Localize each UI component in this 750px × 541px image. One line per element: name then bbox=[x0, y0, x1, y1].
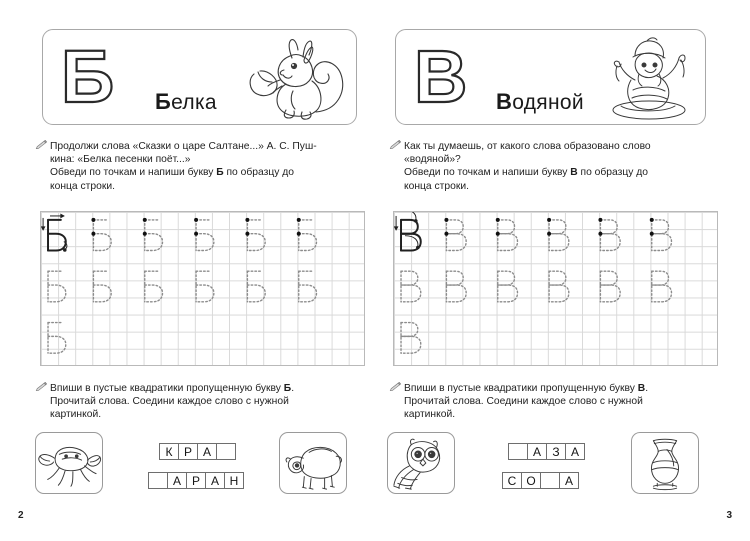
letter-cell[interactable]: О bbox=[521, 472, 541, 489]
letter-cell[interactable]: А bbox=[565, 443, 585, 460]
letter-cell[interactable]: А bbox=[197, 443, 217, 460]
letter-header-card-left bbox=[42, 29, 357, 125]
instruction-text: Впиши в пустые квадратики пропущенную букву bbox=[404, 383, 638, 394]
letter-cell[interactable]: К bbox=[159, 443, 179, 460]
page-right bbox=[375, 0, 750, 541]
instruction-text: Как ты думаешь, от какого слова образовано слово bbox=[404, 141, 651, 152]
letter-cell[interactable]: Н bbox=[224, 472, 244, 489]
instruction-text: Продолжи слова «Сказки о царе Салтане...» А. С. Пуш- bbox=[50, 141, 317, 152]
vodyanoy-illustration bbox=[595, 34, 699, 122]
instruction-line: кина: «Белка песенки поёт...» bbox=[50, 154, 191, 166]
instruction-bottom-right bbox=[389, 382, 712, 422]
pencil-icon bbox=[35, 382, 48, 392]
header-word-rest: одяной bbox=[512, 91, 584, 114]
letter-cell[interactable]: Р bbox=[178, 443, 198, 460]
word-row-vaza[interactable] bbox=[508, 443, 584, 460]
header-word-capital: Б bbox=[155, 89, 172, 114]
vase-illustration[interactable] bbox=[631, 432, 699, 494]
pencil-icon bbox=[389, 140, 402, 150]
owl-illustration[interactable] bbox=[387, 432, 455, 494]
instruction-text: Обведи по точкам и напиши букву bbox=[404, 167, 571, 179]
letter-cell-empty[interactable] bbox=[540, 472, 560, 489]
target-letter: Б bbox=[283, 383, 292, 394]
instruction-line bbox=[389, 140, 712, 153]
instruction-line bbox=[35, 382, 362, 395]
target-letter: Б bbox=[216, 167, 224, 179]
page-number-right: 3 bbox=[726, 510, 732, 521]
instruction-line bbox=[389, 382, 712, 395]
pencil-icon bbox=[389, 382, 402, 392]
target-letter: В bbox=[637, 383, 646, 394]
practice-grid-left[interactable] bbox=[40, 211, 365, 366]
instruction-line: конца строки. bbox=[404, 180, 469, 192]
instruction-text: по образцу до bbox=[223, 167, 294, 179]
letter-cell[interactable]: А bbox=[559, 472, 579, 489]
big-letter-outline-b: Б bbox=[61, 35, 115, 118]
practice-grid-right[interactable] bbox=[393, 211, 718, 366]
letter-cell[interactable]: З bbox=[546, 443, 566, 460]
instruction-line: картинкой. bbox=[404, 409, 456, 421]
instruction-line: Прочитай слова. Соедини каждое слово с нужной bbox=[50, 396, 289, 408]
header-word-capital: В bbox=[496, 89, 513, 114]
header-word-left bbox=[155, 89, 217, 115]
letter-cell[interactable]: А bbox=[527, 443, 547, 460]
pencil-icon bbox=[35, 140, 48, 150]
letter-cell-empty[interactable] bbox=[508, 443, 528, 460]
page-number-left: 2 bbox=[18, 510, 24, 521]
letter-cell-empty[interactable] bbox=[148, 472, 168, 489]
instruction-top-left bbox=[35, 140, 362, 193]
letter-cell[interactable]: Р bbox=[186, 472, 206, 489]
instruction-text: по образцу до bbox=[577, 167, 649, 179]
header-word-rest: елка bbox=[171, 91, 217, 114]
word-row-baran[interactable] bbox=[148, 472, 243, 489]
letter-cell[interactable]: А bbox=[167, 472, 187, 489]
instruction-line bbox=[35, 140, 362, 153]
instruction-line bbox=[389, 166, 712, 179]
letter-cell[interactable]: А bbox=[205, 472, 225, 489]
instruction-line: конца строки. bbox=[50, 180, 115, 192]
target-letter: В bbox=[570, 167, 578, 179]
header-word-right bbox=[496, 89, 584, 115]
instruction-text: Обведи по точкам и напиши букву bbox=[50, 167, 217, 179]
ram-illustration[interactable] bbox=[279, 432, 347, 494]
big-letter-outline-v: В bbox=[414, 35, 468, 118]
instruction-line: «водяной»? bbox=[404, 154, 461, 166]
letter-header-card-right bbox=[395, 29, 706, 125]
crab-illustration[interactable] bbox=[35, 432, 103, 494]
squirrel-illustration bbox=[246, 34, 350, 122]
letter-cell[interactable]: С bbox=[502, 472, 522, 489]
word-row-krab[interactable] bbox=[159, 443, 235, 460]
instruction-line bbox=[35, 166, 362, 179]
instruction-line: картинкой. bbox=[50, 409, 102, 421]
word-row-sova[interactable] bbox=[502, 472, 578, 489]
letter-cell-empty[interactable] bbox=[216, 443, 236, 460]
instruction-top-right bbox=[389, 140, 712, 193]
instruction-line: Прочитай слова. Соедини каждое слово с нужной bbox=[404, 396, 643, 408]
instruction-text: . bbox=[645, 383, 649, 394]
instruction-bottom-left bbox=[35, 382, 362, 422]
instruction-text: Впиши в пустые квадратики пропущенную букву bbox=[50, 383, 284, 394]
instruction-text: . bbox=[291, 383, 295, 394]
